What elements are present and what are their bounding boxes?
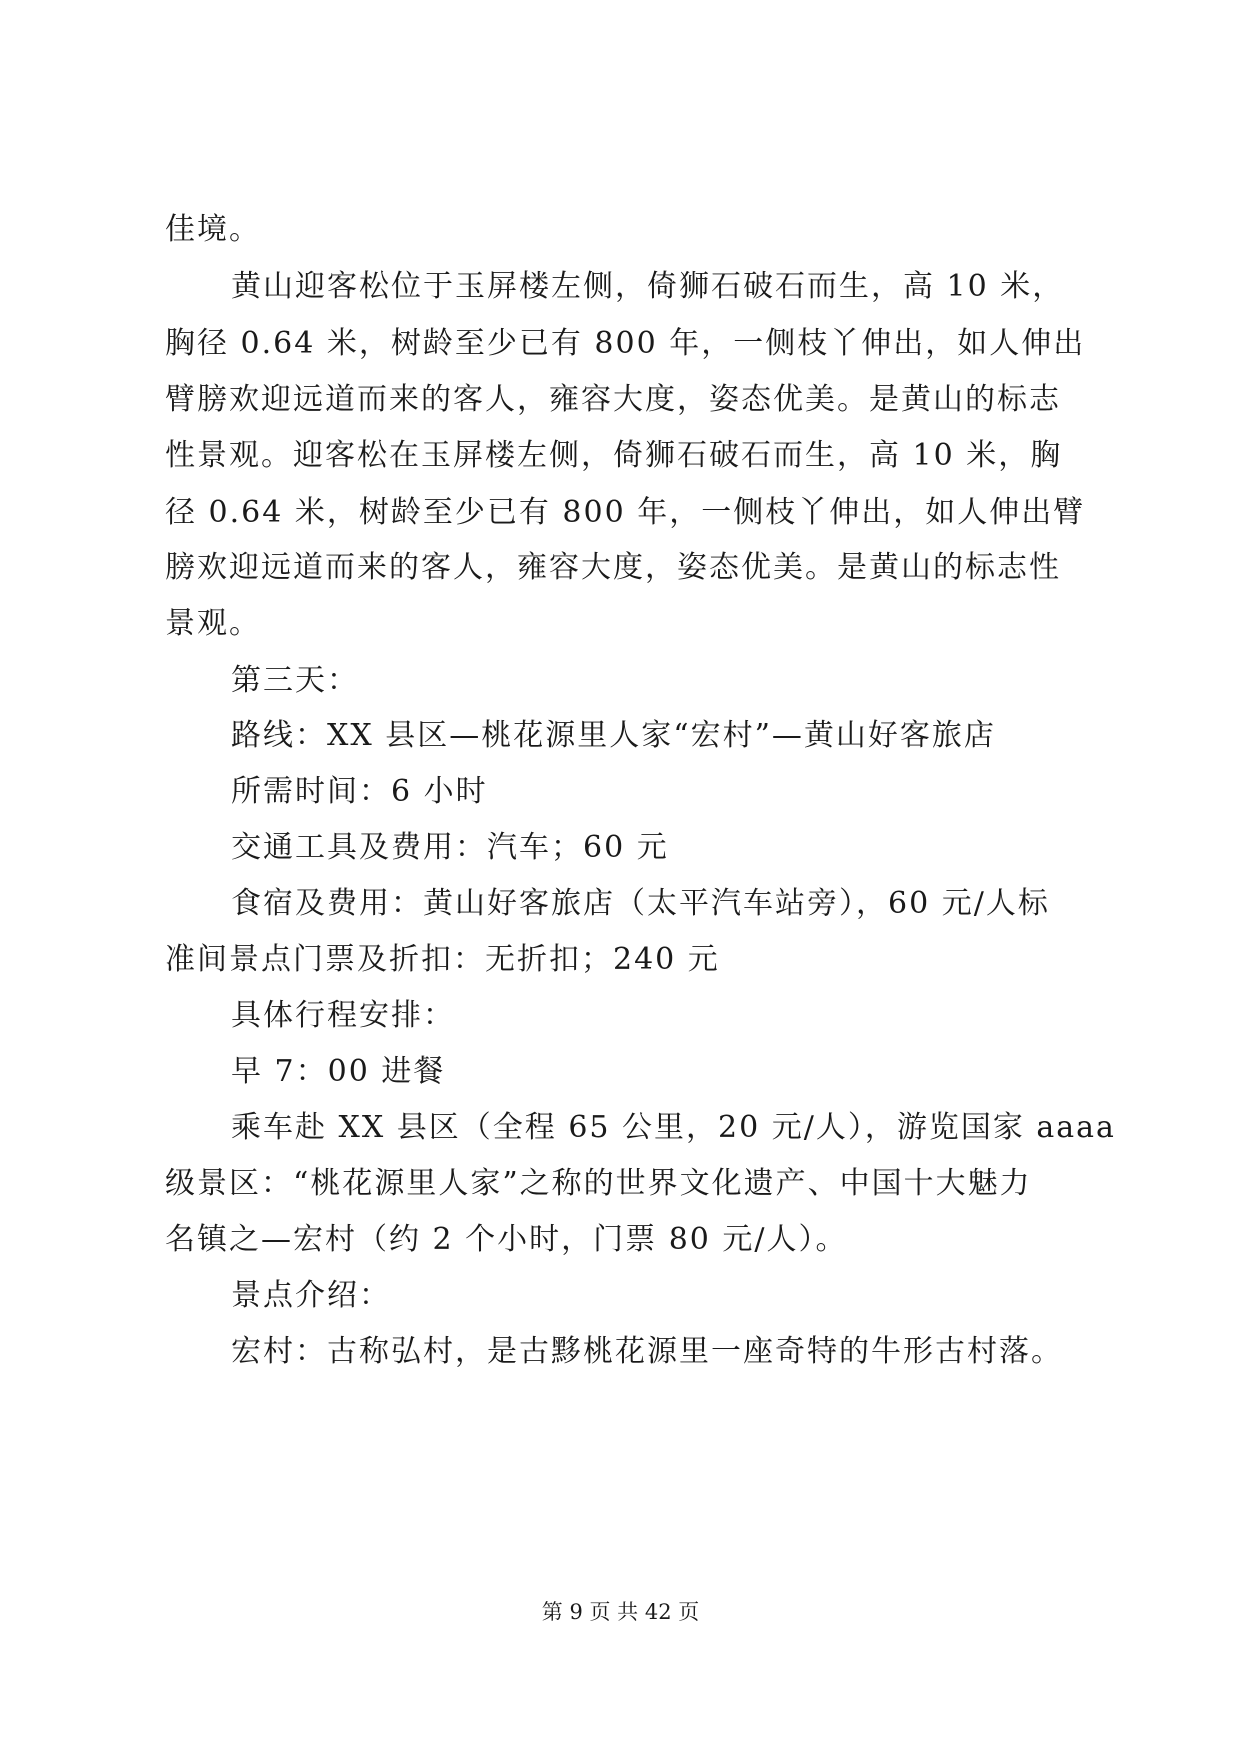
paragraph-line: 乘车赴 XX 县区（全程 65 公里，20 元/人），游览国家 aaaa <box>231 1110 1116 1145</box>
paragraph-line: 性景观。迎客松在玉屏楼左侧，倚狮石破石而生，高 10 米，胸 <box>165 438 1063 473</box>
paragraph-line: 胸径 0.64 米，树龄至少已有 800 年，一侧枝丫伸出，如人伸出 <box>165 326 1086 361</box>
paragraph-line: 级景区：“桃花源里人家”之称的世界文化遗产、中国十大魅力 <box>165 1166 1032 1201</box>
paragraph-line: 景观。 <box>165 606 261 641</box>
paragraph-line: 佳境。 <box>165 212 261 247</box>
paragraph-line: 宏村：古称弘村，是古黟桃花源里一座奇特的牛形古村落。 <box>231 1334 1063 1369</box>
section-heading: 第三天： <box>231 663 359 698</box>
page-number-footer: 第 9 页 共 42 页 <box>541 1600 700 1624</box>
paragraph-line: 臂膀欢迎远道而来的客人，雍容大度，姿态优美。是黄山的标志 <box>165 382 1061 417</box>
schedule-item: 早 7：00 进餐 <box>231 1054 446 1089</box>
paragraph-line: 径 0.64 米，树龄至少已有 800 年，一侧枝丫伸出，如人伸出臂 <box>165 495 1086 530</box>
lodging-line: 食宿及费用：黄山好客旅店（太平汽车站旁），60 元/人标 <box>231 886 1050 921</box>
schedule-heading: 具体行程安排： <box>231 998 455 1033</box>
transport-line: 交通工具及费用：汽车；60 元 <box>231 830 669 865</box>
section-heading: 景点介绍： <box>231 1278 391 1313</box>
ticket-line: 准间景点门票及折扣：无折扣；240 元 <box>165 942 720 977</box>
paragraph-line: 膀欢迎远道而来的客人，雍容大度，姿态优美。是黄山的标志性 <box>165 550 1061 585</box>
route-line: 路线：XX 县区—桃花源里人家“宏村”—黄山好客旅店 <box>231 718 996 753</box>
paragraph-line: 黄山迎客松位于玉屏楼左侧，倚狮石破石而生，高 10 米， <box>231 269 1065 304</box>
paragraph-line: 名镇之—宏村（约 2 个小时，门票 80 元/人）。 <box>165 1222 848 1257</box>
duration-line: 所需时间：6 小时 <box>231 774 488 809</box>
